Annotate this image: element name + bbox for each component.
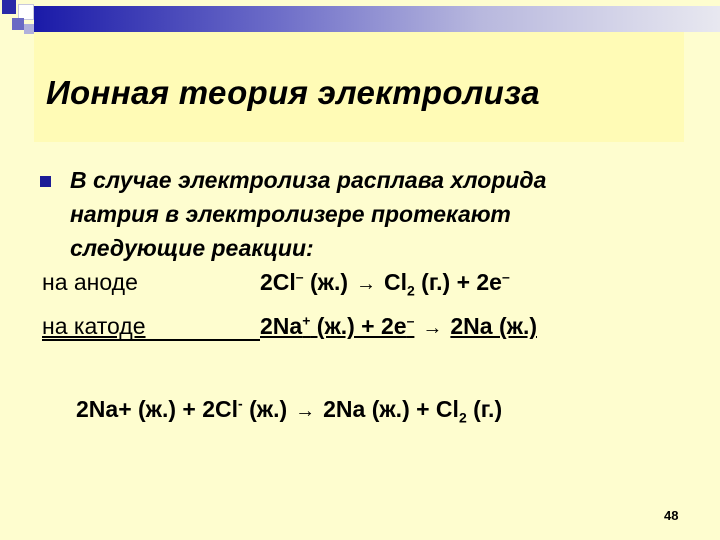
corner-square	[2, 0, 16, 14]
eq-text: 2Na+ (ж.) + 2Cl	[76, 396, 239, 422]
eq-subscript: 2	[458, 409, 467, 426]
eq-superscript: +	[302, 312, 311, 329]
eq-text: (ж.)	[303, 269, 348, 295]
bullet-line: В случае электролиза расплава хлорида	[70, 167, 547, 193]
bullet-square-icon	[40, 176, 51, 187]
eq-text: (ж.)	[242, 396, 288, 422]
anode-row	[42, 269, 682, 299]
arrow-icon: →	[356, 273, 376, 295]
eq-superscript: –	[295, 268, 304, 285]
anode-label: на аноде	[42, 269, 138, 295]
eq-text: 2Cl	[260, 269, 296, 295]
bullet-text	[70, 163, 546, 265]
eq-text: 2Na	[260, 313, 303, 339]
cathode-underline	[42, 339, 260, 341]
net-equation	[76, 395, 503, 426]
eq-text: Cl	[384, 269, 407, 295]
page-number: 48	[664, 508, 679, 523]
eq-text: 2Na (ж.) + Cl	[323, 396, 459, 422]
eq-superscript: –	[406, 312, 415, 329]
arrow-icon: →	[422, 317, 443, 339]
cathode-equation	[260, 313, 537, 340]
slide-title: Ионная теория электролиза	[46, 74, 540, 111]
cathode-label: на катоде	[42, 313, 146, 339]
bullet-line: следующие реакции:	[70, 235, 314, 261]
corner-square	[12, 18, 24, 30]
header-gradient-bar	[34, 6, 720, 32]
eq-text: (ж.) + 2e	[310, 313, 407, 339]
eq-text: 2Na (ж.)	[450, 313, 537, 339]
eq-subscript: 2	[407, 282, 415, 299]
eq-text: (г.)	[466, 396, 503, 422]
bullet-line: натрия в электролизере протекают	[70, 201, 511, 227]
arrow-icon: →	[295, 400, 316, 422]
corner-square	[24, 24, 34, 34]
anode-equation	[260, 268, 510, 299]
eq-text: (г.) + 2e	[414, 269, 502, 295]
eq-superscript: -	[238, 395, 243, 412]
eq-superscript: –	[501, 268, 510, 285]
